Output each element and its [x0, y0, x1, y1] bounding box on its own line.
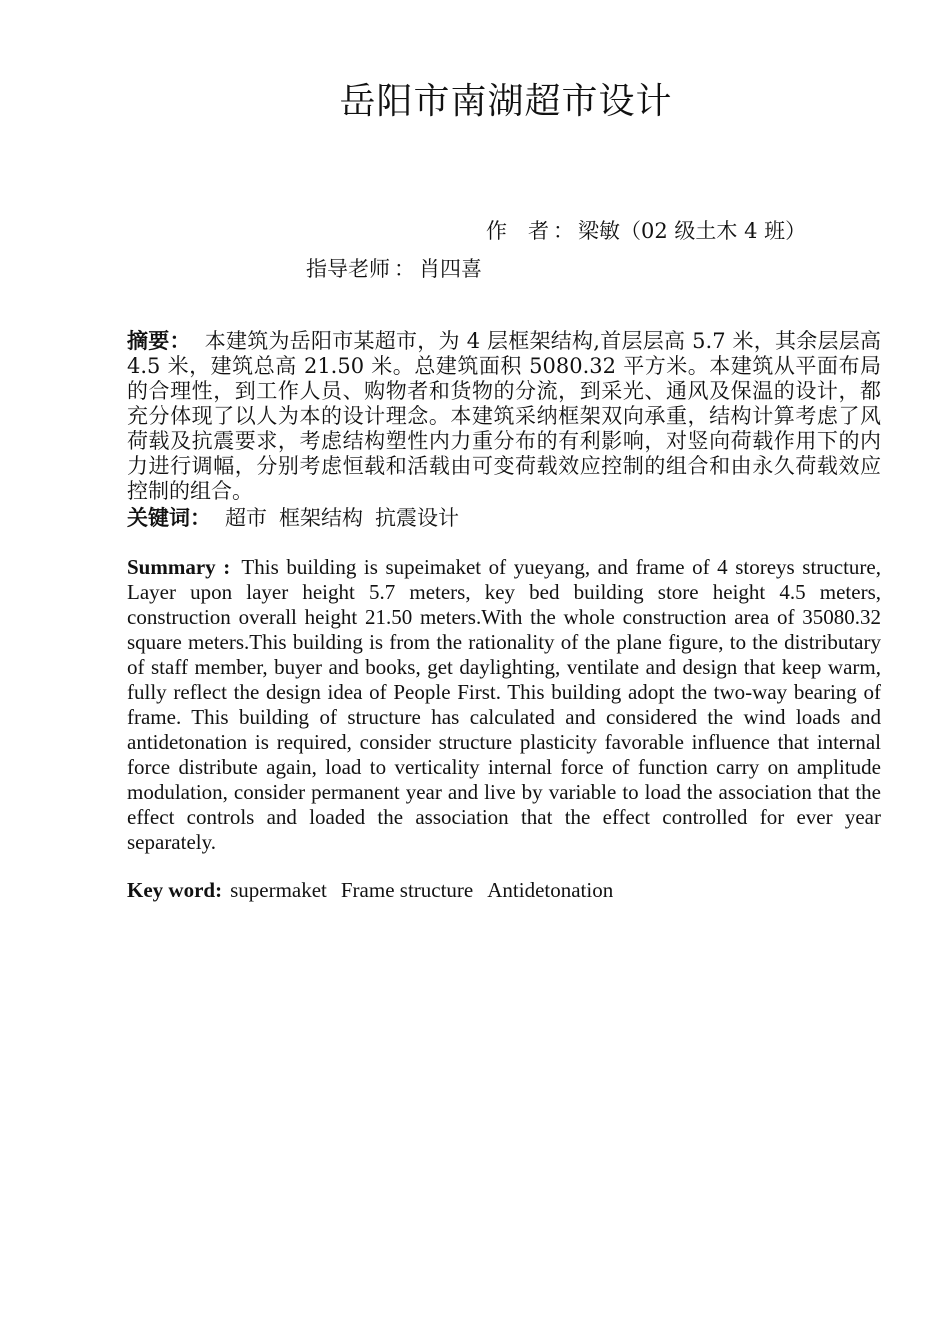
english-abstract-heading: Summary :	[127, 555, 231, 579]
advisor-value: 肖四喜	[419, 257, 482, 281]
author-separator: ：	[553, 219, 574, 243]
author-label: 作 者	[486, 219, 549, 243]
chinese-keyword: 超市	[225, 506, 267, 530]
author-line	[486, 217, 806, 245]
english-keywords-heading: Key word:	[127, 878, 223, 902]
chinese-abstract-heading: 摘要：	[127, 328, 191, 353]
chinese-keywords	[127, 505, 881, 531]
english-keyword: supermaket	[230, 878, 327, 902]
english-keyword: Antidetonation	[487, 878, 614, 902]
advisor-label: 指导老师	[306, 257, 390, 281]
chinese-abstract-text: 本建筑为岳阳市某超市，为 4 层框架结构,首层层高 5.7 米，其余层层高 4.5 米，建筑总高 21.50 米。总建筑面积 5080.32 平方米。本建筑从平面布局的合理性，到工作人员、购物者和货物的分流，到采光、通风及保温的设计，都充分体现了以人为本的设计理念。本建筑采纳框架双向承重，结构计算考虑了风荷载及抗震要求，考虑结构塑性内力重分布的有利影响，对竖向荷载作用下的内力进行调幅，分别考虑恒载和活载由可变荷载效应控制的组合和由永久荷载效应控制的组合。	[127, 329, 881, 503]
chinese-keywords-heading: 关键词：	[127, 505, 211, 530]
document-title: 岳阳市南湖超市设计	[339, 81, 673, 122]
chinese-keyword: 框架结构	[279, 506, 363, 530]
english-abstract-text: This building is supeimaket of yueyang, and frame of 4 storeys structure, Layer upon layer height 5.7 meters, key bed building store height 4.5 meters, construction overall height 21.50 meters.With the whole construction area of 35080.32 square meters.This building is from the rationality of the plane figure, to the distributary of staff member, buyer and books, get daylighting, ventilate and design that keep warm, fully reflect the design idea of People First. This building adopt the two-way bearing of frame. This building of structure has calculated and considered the wind loads and antidetonation is required, consider structure plasticity favorable influence that internal force distribute again, load to verticality internal force of function carry on amplitude modulation, consider permanent year and live by variable to load the association that the effect controls and loaded the association that the effect controlled for ever year separately.	[127, 555, 881, 854]
advisor-separator: ：	[394, 257, 415, 281]
chinese-keyword: 抗震设计	[375, 506, 459, 530]
english-abstract	[127, 555, 881, 855]
english-keyword: Frame structure	[340, 878, 474, 902]
author-value: 梁敏（02 级土木 4 班）	[578, 219, 807, 243]
chinese-abstract	[127, 328, 881, 504]
english-keywords	[127, 878, 881, 903]
advisor-line	[306, 255, 482, 283]
